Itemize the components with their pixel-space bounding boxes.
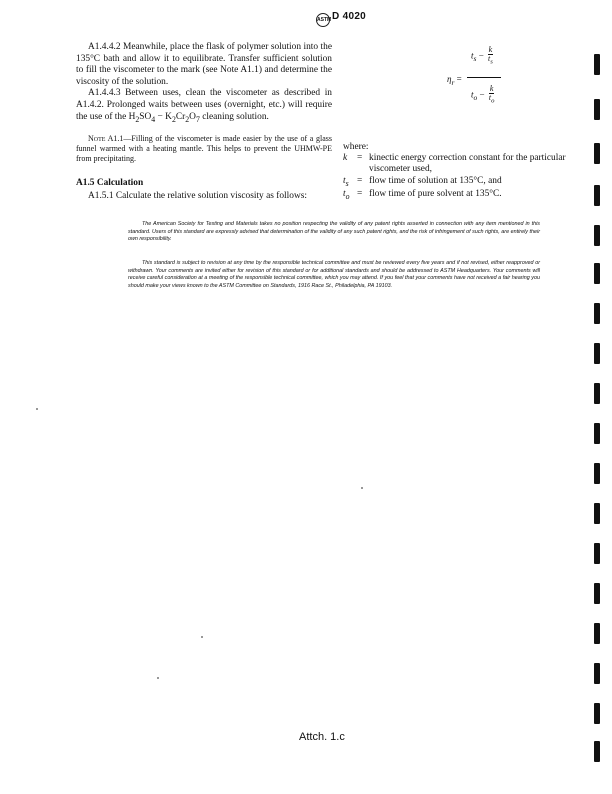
binding-mark bbox=[594, 185, 600, 206]
paragraph-a1-4-4-2: A1.4.4.2 Meanwhile, place the flask of polymer solution into the 135°C bath and allow it to equilibrate. Transfer sufficient solution to fill the viscometer to the mark (see Note A1.1) and determine the viscosity of the solution. bbox=[76, 42, 332, 87]
binding-mark bbox=[594, 99, 600, 120]
num-k-den-sub: s bbox=[490, 58, 493, 66]
para2-text-m1: SO bbox=[139, 111, 152, 122]
definition-text: flow time of solution at 135°C, and bbox=[369, 175, 502, 186]
section-heading: A1.5 Calculation bbox=[76, 178, 144, 188]
document-number: D 4020 bbox=[332, 11, 367, 22]
para2-text-m3: Cr bbox=[175, 111, 186, 122]
definition-equals: = bbox=[357, 153, 363, 163]
num-k-den-t: t bbox=[488, 54, 491, 63]
num-minus: − bbox=[478, 50, 484, 61]
num-fraction bbox=[488, 46, 493, 67]
scan-speck bbox=[201, 636, 203, 638]
num-t: t bbox=[471, 50, 474, 61]
scan-speck bbox=[361, 487, 363, 489]
den-t: t bbox=[471, 89, 474, 100]
para2-text-start: A1.4.4.3 Between uses, clean the viscometer as described in A1.4.2. Prolonged waits between uses (overnight, etc.) will require the use of the H bbox=[76, 88, 332, 122]
binding-mark bbox=[594, 663, 600, 684]
attachment-label: Attch. 1.c bbox=[299, 731, 345, 743]
binding-mark bbox=[594, 583, 600, 604]
para2-text-m2: − K bbox=[155, 111, 172, 122]
binding-mark bbox=[594, 623, 600, 644]
equation-numerator bbox=[471, 46, 493, 67]
definition-equals: = bbox=[357, 175, 363, 186]
definition-ts bbox=[343, 176, 605, 189]
where-label: where: bbox=[343, 142, 369, 152]
binding-mark bbox=[594, 263, 600, 284]
binding-mark bbox=[594, 423, 600, 444]
viscosity-equation bbox=[447, 40, 517, 115]
binding-mark bbox=[594, 383, 600, 404]
binding-mark bbox=[594, 143, 600, 164]
equals-sign: = bbox=[456, 74, 462, 84]
paragraph-a1-4-4-3 bbox=[76, 88, 332, 125]
patent-disclaimer: The American Society for Testing and Materials takes no position respecting the validity of any patent rights asserted in connection with any item mentioned in this standard. Users of this standard are expressly advised that determination of the validity of any such patent rights, and the risk of infringement of such rights, are entirely their own responsibility. bbox=[128, 221, 540, 243]
fraction-bar bbox=[467, 77, 501, 78]
definition-to bbox=[343, 189, 605, 202]
binding-mark bbox=[594, 503, 600, 524]
note-a1-1 bbox=[76, 134, 332, 164]
para2-sub-5: 7 bbox=[195, 114, 200, 124]
num-k: k bbox=[488, 45, 493, 54]
equation-denominator bbox=[471, 85, 494, 106]
definition-symbol: $t_o$ bbox=[343, 189, 350, 201]
den-k-den-t: t bbox=[488, 93, 492, 102]
den-minus: − bbox=[479, 89, 485, 100]
binding-mark bbox=[594, 463, 600, 484]
definition-text: flow time of pure solvent at 135°C. bbox=[369, 189, 502, 200]
para2-sub-3: 2 bbox=[171, 114, 176, 124]
num-k-denominator bbox=[488, 54, 493, 67]
den-fraction bbox=[489, 85, 495, 106]
binding-mark bbox=[594, 303, 600, 324]
den-t-sub: o bbox=[473, 93, 478, 103]
num-t-sub: s bbox=[473, 54, 477, 64]
note-label: Note A1.1 bbox=[88, 134, 124, 144]
den-k: k bbox=[489, 84, 494, 93]
left-column bbox=[76, 42, 332, 172]
revision-notice: This standard is subject to revision at any time by the responsible technical committee and must be reviewed every five years and if not revised, either reapproved or withdrawn. Your comments are invited either for revision of this standard or for additional standards and should be addressed to ASTM Headquarters. Your comments will receive careful consideration at a meeting of the responsible technical committee, which you may attend. If you feel that your comments have not received a fair hearing you should make your views known to the ASTM Committee on Standards, 1916 Race St., Philadelphia, PA 19103. bbox=[128, 260, 540, 289]
binding-mark bbox=[594, 741, 600, 762]
scan-speck bbox=[36, 408, 38, 410]
definition-list bbox=[343, 153, 605, 202]
para2-sub-2: 4 bbox=[151, 114, 156, 124]
scan-speck bbox=[157, 677, 159, 679]
den-k-denominator bbox=[489, 93, 495, 106]
definition-equals: = bbox=[357, 189, 363, 200]
equation-lhs bbox=[447, 74, 462, 87]
note-text: —Filling of the viscometer is made easier by the use of a glass funnel warmed with a heating mantle. This helps to prevent the UHMW-PE from precipitating. bbox=[76, 134, 332, 164]
binding-mark bbox=[594, 543, 600, 564]
eta-sub: r bbox=[451, 77, 455, 87]
definition-symbol: $t_s$ bbox=[343, 175, 349, 188]
binding-mark bbox=[594, 54, 600, 75]
definition-text: kinectic energy correction constant for the particular viscometer used, bbox=[369, 153, 566, 175]
eta-symbol: η bbox=[447, 74, 452, 84]
para2-sub-1: 2 bbox=[135, 114, 140, 124]
section-paragraph: A1.5.1 Calculate the relative solution viscosity as follows: bbox=[88, 191, 307, 201]
binding-mark bbox=[594, 343, 600, 364]
definition-k bbox=[343, 153, 605, 176]
para2-text-end: cleaning solution. bbox=[199, 111, 269, 122]
binding-mark bbox=[594, 703, 600, 724]
definition-symbol: k bbox=[343, 153, 348, 163]
para2-text-m4: O bbox=[189, 111, 196, 122]
para2-sub-4: 2 bbox=[185, 114, 190, 124]
den-k-den-sub: o bbox=[491, 97, 495, 105]
binding-mark bbox=[594, 225, 600, 246]
astm-logo-icon: ASTM bbox=[316, 13, 330, 27]
